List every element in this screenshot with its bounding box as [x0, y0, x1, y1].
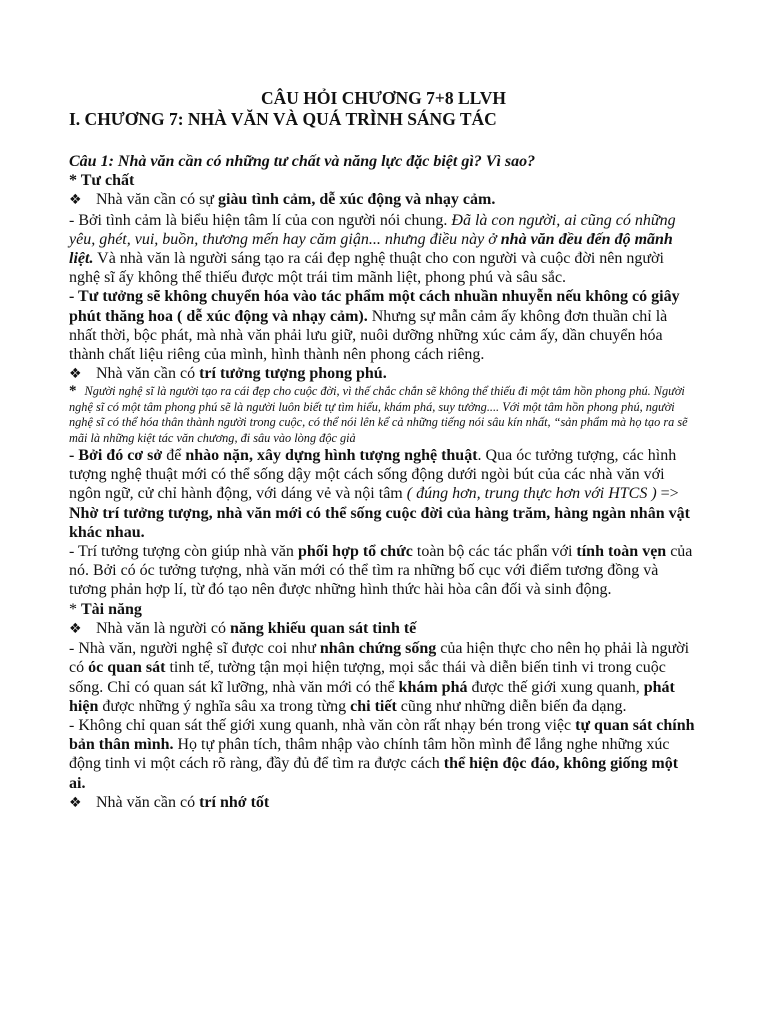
bullet-item: ❖ Nhà văn là người có năng khiếu quan sát tinh tế [69, 619, 698, 639]
diamond-bullet-icon: ❖ [69, 620, 82, 637]
diamond-bullet-icon: ❖ [69, 794, 82, 811]
paragraph: - Nhà văn, người nghệ sĩ được coi như nhân chứng sống của hiện thực cho nên họ phải là người có óc quan sát tinh tế, tường tận mọi hiện tượng, mọi sắc thái và diễn biến tinh vi trong cuộc sống. Chỉ có quan sát kĩ lưỡng, nhà văn mới có thể khám phá được thế giới xung quanh, phát hiện được những ý nghĩa sâu xa trong từng chi tiết cũng như những diễn biến đa dạng. [69, 640, 690, 715]
paragraph: - Bởi đó cơ sở để nhào nặn, xây dựng hình tượng nghệ thuật. Qua óc tưởng tượng, các hình tượng nghệ thuật mới có thể sống dậy một cách sống động dưới ngòi bút của các nhà văn với ngôn ngữ, cử chỉ hành động, với dáng vẻ và nội tâm ( đúng hơn, trung thực hơn với HTCS ) => Nhờ trí tưởng tượng, nhà văn mới có thể sống cuộc đời của hàng trăm, hàng ngàn nhân vật khác nhau. [69, 447, 690, 541]
paragraph: - Bởi tình cảm là biểu hiện tâm lí của con người nói chung. Đã là con người, ai cũng có những yêu, ghét, vui, buồn, thương mến hay căm giận... nhưng điều này ở nhà văn đều đến độ mãnh liệt. Và nhà văn là người sáng tạo ra cái đẹp nghệ thuật cho con người và cuộc đời nên người nghệ sĩ ấy không thể thiếu được một trái tim mãnh liệt, phong phú và sâu sắc. [69, 211, 676, 287]
paragraph: - Trí tưởng tượng còn giúp nhà văn phối hợp tổ chức toàn bộ các tác phẩn với tính toàn vẹn của nó. Bởi có óc tưởng tượng, nhà văn mới có thể tìm ra những bố cục với điểm tương đồng và tương phản hợp lí, từ đó tạo nên được những hình thức hài hòa cân đối và sinh động. [69, 543, 693, 599]
star-marker: * [69, 383, 77, 400]
diamond-bullet-icon: ❖ [69, 192, 82, 209]
diamond-bullet-icon: ❖ [69, 366, 82, 383]
section-heading-tu-chat: * Tư chất [69, 172, 135, 190]
small-paragraph: * Người nghệ sĩ là người tạo ra cái đẹp cho cuộc đời, vì thế chắc chắn sẽ không thể thiếu đi một tâm hồn phong phú. Người nghệ sĩ có một tâm phong phú sẽ là người luôn biết tự tìm hiểu, khám phá, suy tưởng.... Với một tâm hồn phong phú, người nghệ sĩ có thể hóa thân thành người trong cuộc, có thể nói lên kể cả những tiếng nói sâu kín nhất, “sản phẩm mà họ tạo ra sẽ mãi là những kiệt tác văn chương, đi sâu vào lòng độc giả [69, 383, 688, 445]
document-title: CÂU HỎI CHƯƠNG 7+8 LLVH [261, 88, 506, 108]
bullet-item: ❖ Nhà văn cần có trí nhớ tốt [69, 793, 698, 813]
section-heading-tai-nang: * Tài năng [69, 600, 142, 618]
paragraph: - Tư tưởng sẽ không chuyển hóa vào tác phẩm một cách nhuần nhuyễn nếu không có giây phút thăng hoa ( dễ xúc động và nhạy cảm). Nhưng sự mẫn cảm ấy không đơn thuần chỉ là nhất thời, bộc phát, mà nhà văn phải lưu giữ, nuôi dưỡng những xúc cảm ấy, dần chuyển hóa thành chất liệu riêng của mình, hình thành nên phong cách riêng. [69, 288, 680, 364]
bullet-item: ❖ Nhà văn cần có trí tưởng tượng phong phú. [69, 364, 698, 384]
bullet-item: ❖ Nhà văn cần có sự giàu tình cảm, dễ xúc động và nhạy cảm. [69, 190, 698, 210]
chapter-heading: I. CHƯƠNG 7: NHÀ VĂN VÀ QUÁ TRÌNH SÁNG TÁC [69, 109, 497, 129]
paragraph: - Không chỉ quan sát thế giới xung quanh, nhà văn còn rất nhạy bén trong việc tự quan sát chính bản thân mình. Họ tự phân tích, thâm nhập vào chính tâm hồn mình để lắng nghe những xúc động tinh vi một cách rõ ràng, đầy đủ để tìm ra được cách thể hiện độc đáo, không giống một ai. [69, 716, 695, 792]
question-heading: Câu 1: Nhà văn cần có những tư chất và năng lực đặc biệt gì? Vì sao? [69, 153, 536, 170]
